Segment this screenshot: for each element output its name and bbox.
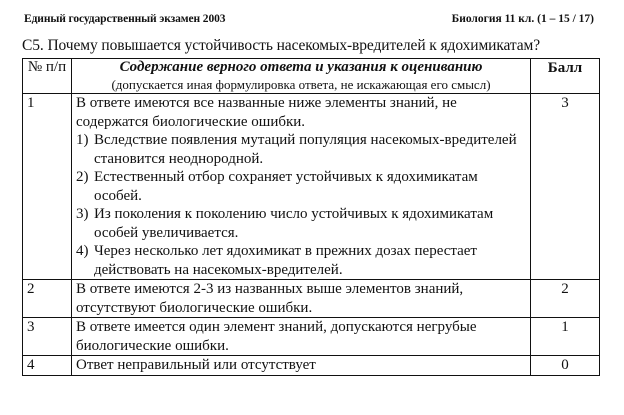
list-item-text: Из поколения к поколению число устойчивых к ядохимикатам особей увеличивается. [94,206,494,241]
table-row [23,94,600,280]
list-item [76,205,526,242]
content-header-title: Содержание верного ответа и указания к оцениванию [119,59,483,75]
exam-title: Единый государственный экзамен 2003 [24,13,226,25]
row-content [72,280,531,318]
list-item [76,168,526,205]
list-item-number: 4) [76,243,89,259]
list-item-number: 2) [76,169,89,185]
row-criterion: В ответе имеются все названные ниже элементы знаний, не содержатся биологические ошибки. [76,95,457,130]
row-criterion: В ответе имеются 2-3 из названных выше элементов знаний, отсутствуют биологические ошибки. [76,281,464,316]
table-row [23,318,600,356]
row-score: 1 [531,318,600,356]
content-header-note: (допускается иная формулировка ответа, не искажающая его смысл) [111,77,491,92]
grading-table [22,58,600,376]
knowledge-elements-list [76,131,526,279]
row-criterion: В ответе имеется один элемент знаний, допускаются негрубые биологические ошибки. [76,319,477,354]
table-row [23,280,600,318]
row-number: 4 [23,356,72,376]
list-item-number: 1) [76,132,89,148]
question-text: С5. Почему повышается устойчивость насекомых-вредителей к ядохимикатам? [22,37,541,54]
row-criterion: Ответ неправильный или отсутствует [76,357,316,373]
row-score: 0 [531,356,600,376]
list-item-text: Естественный отбор сохраняет устойчивых к ядохимикатам особей. [94,169,478,204]
list-item [76,131,526,168]
row-content [72,94,531,280]
subject-page-info: Биология 11 кл. (1 – 15 / 17) [451,13,594,25]
list-item-text: Вследствие появления мутаций популяция насекомых-вредителей становится неоднородной. [94,132,517,167]
row-content [72,356,531,376]
column-header-number: № п/п [23,59,72,94]
list-item [76,242,526,279]
row-number: 1 [23,94,72,280]
column-header-score: Балл [531,59,600,94]
row-number: 2 [23,280,72,318]
table-header-row [23,59,600,94]
list-item-text: Через несколько лет ядохимикат в прежних дозах перестает действовать на насекомых-вредителей. [94,243,477,278]
row-score: 2 [531,280,600,318]
row-content [72,318,531,356]
list-item-number: 3) [76,206,89,222]
row-number: 3 [23,318,72,356]
row-score: 3 [531,94,600,280]
table-row [23,356,600,376]
column-header-content [72,59,531,94]
